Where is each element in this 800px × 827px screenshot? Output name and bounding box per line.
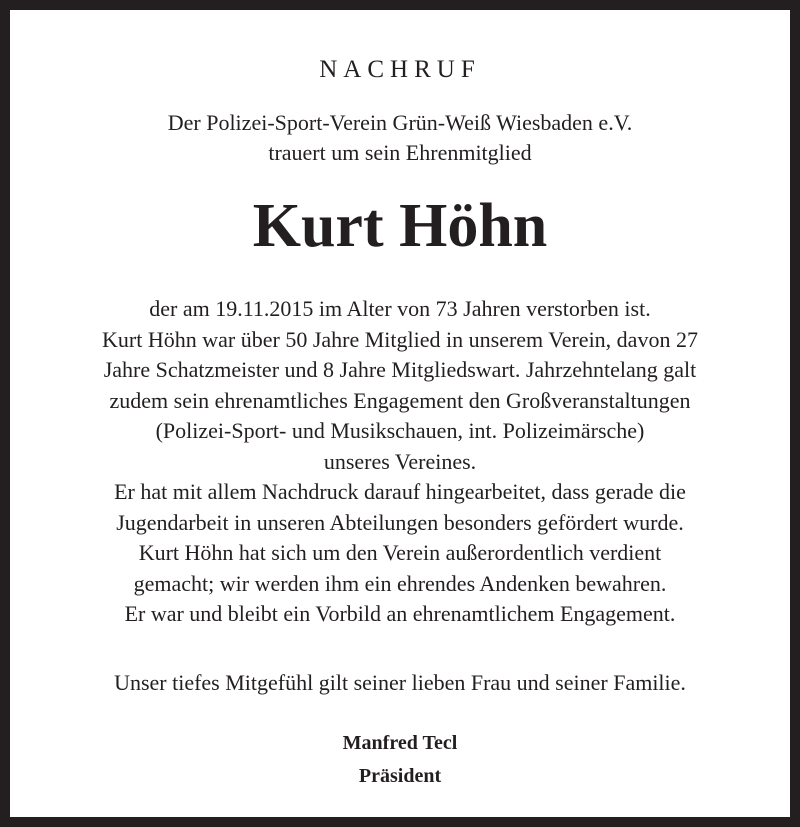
body-line: Er hat mit allem Nachdruck darauf hingearbeitet, dass gerade die	[114, 479, 686, 504]
signature-name: Manfred Tecl	[342, 732, 458, 754]
body-line: (Polizei-Sport- und Musikschauen, int. Polizeimärsche)	[155, 418, 645, 443]
body-line: gemacht; wir werden ihm ein ehrendes Andenken bewahren.	[133, 570, 667, 596]
obituary-notice	[10, 10, 790, 817]
body-line: Jugendarbeit in unseren Abteilungen besonders gefördert wurde.	[116, 509, 684, 535]
body-text	[10, 294, 790, 630]
signature-title: Präsident	[358, 765, 442, 787]
intro-line: Der Polizei-Sport-Verein Grün-Weiß Wiesbaden e.V.	[167, 110, 633, 135]
body-line: unseres Vereines.	[323, 448, 477, 474]
intro-line: trauert um sein Ehrenmitglied	[268, 140, 532, 165]
notice-heading: NACHRUF	[319, 56, 481, 83]
body-line: Kurt Höhn war über 50 Jahre Mitglied in unserem Verein, davon 27	[102, 326, 698, 352]
deceased-name: Kurt Höhn	[252, 192, 548, 260]
condolence-text: Unser tiefes Mitgefühl gilt seiner lieben Frau und seiner Familie.	[114, 670, 686, 695]
intro-text	[10, 108, 790, 168]
body-line: Er war und bleibt ein Vorbild an ehrenamtlichem Engagement.	[124, 601, 676, 626]
body-line: Jahre Schatzmeister und 8 Jahre Mitgliedswart. Jahrzehntelang galt	[103, 357, 697, 382]
signature-block	[10, 727, 790, 793]
body-line: Kurt Höhn hat sich um den Verein außerordentlich verdient	[138, 540, 662, 565]
body-line: der am 19.11.2015 im Alter von 73 Jahren verstorben ist.	[149, 296, 651, 321]
body-line: zudem sein ehrenamtliches Engagement den Großveranstaltungen	[109, 387, 691, 413]
